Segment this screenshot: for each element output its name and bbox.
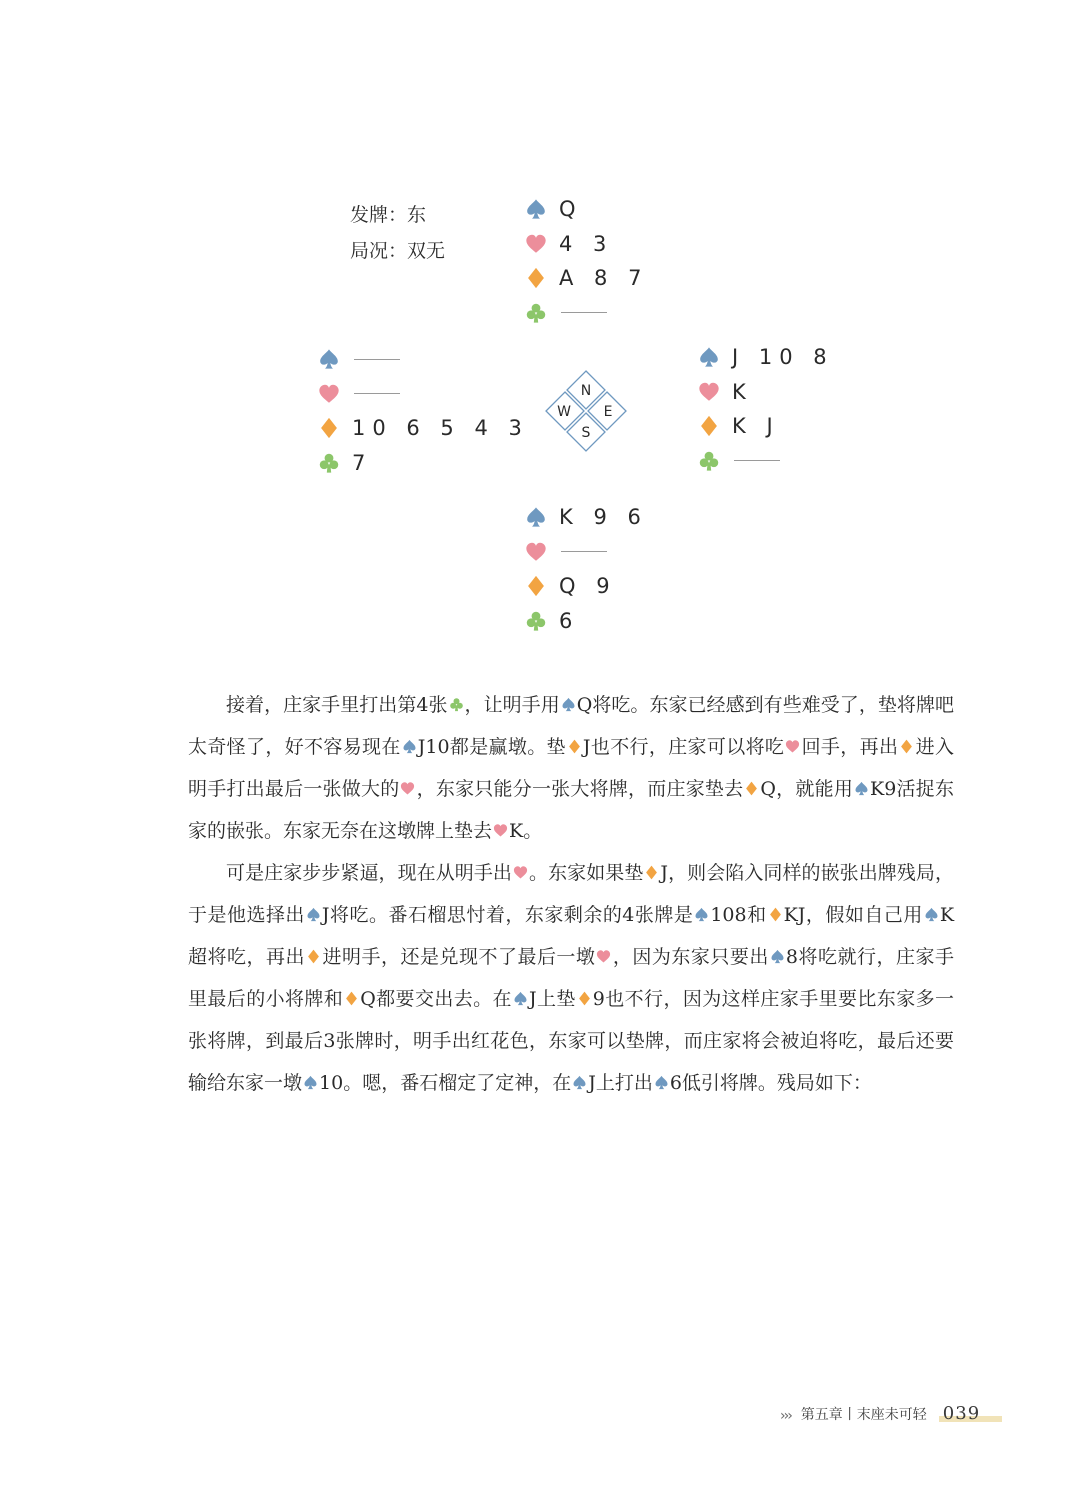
north-diamond-row — [525, 261, 648, 295]
text-run: Q将吃。东家已经感到有些难受了，垫将牌吧太奇怪了，好不容易现在 — [188, 694, 954, 758]
text-run: 接着，庄家手里打出第4张 — [226, 694, 448, 716]
dealer-label: 发牌：东 — [350, 204, 427, 226]
spade-icon — [572, 1075, 587, 1090]
north-heart-cards: 4 3 — [559, 231, 614, 256]
spade-icon — [698, 346, 720, 368]
text-run: J，则会陷入同样的嵌张出牌残局，于是他选择出 — [188, 862, 954, 926]
east-heart-cards: K — [732, 379, 753, 404]
south-spade-cards: K 9 6 — [559, 505, 648, 529]
text-run: J将吃。番石榴思忖着，东家剩余的4张牌是 — [321, 904, 694, 926]
club-icon — [525, 610, 547, 632]
chapter-title: 第五章丨末座未可轻 — [800, 1407, 927, 1423]
text-run: 6低引将牌。残局如下： — [669, 1072, 872, 1094]
heart-icon — [493, 823, 508, 838]
compass-diagram — [539, 366, 633, 460]
narrative-text — [188, 684, 954, 1104]
text-run: K9活捉东家的嵌张。东家无奈在这墩牌上垫去 — [188, 778, 954, 842]
diamond-icon — [344, 991, 359, 1006]
void-dash — [561, 312, 607, 313]
text-run: ，东家只能分一张大将牌，而庄家垫去 — [416, 778, 744, 800]
west-club-cards: 7 — [352, 450, 373, 475]
east-club-row — [698, 444, 780, 478]
paragraph-2 — [188, 852, 954, 1104]
heart-icon — [698, 381, 720, 403]
diamond-icon — [318, 417, 340, 439]
text-run: KJ，假如自己用 — [783, 904, 923, 926]
spade-icon — [402, 739, 417, 754]
compass-south: S — [581, 425, 591, 441]
spade-icon — [303, 1075, 318, 1090]
diamond-icon — [577, 991, 592, 1006]
compass-north: N — [580, 383, 592, 399]
text-run: 10。嗯，番石榴定了定神，在 — [319, 1072, 572, 1094]
west-diamond-row — [318, 411, 529, 445]
diamond-icon — [644, 865, 659, 880]
spade-icon — [513, 991, 528, 1006]
east-diamond-row — [698, 409, 780, 443]
void-dash — [561, 551, 607, 552]
text-run: J10都是赢墩。垫 — [417, 736, 566, 758]
east-spade-cards: J 10 8 — [732, 345, 834, 369]
spade-icon — [306, 907, 321, 922]
heart-icon — [525, 541, 547, 563]
page-number: 039 — [942, 1403, 981, 1424]
text-run: J上打出 — [588, 1072, 653, 1094]
heart-icon — [318, 383, 340, 405]
text-run: K超将吃，再出 — [188, 904, 955, 968]
north-club-row — [525, 296, 607, 330]
west-spade-row — [318, 342, 400, 376]
void-dash — [354, 393, 400, 394]
text-run: 可是庄家步步紧逼，现在从明手出 — [226, 862, 512, 884]
void-dash — [354, 359, 400, 360]
south-spade-row — [525, 500, 648, 534]
east-heart-row — [698, 375, 753, 409]
south-club-cards: 6 — [559, 608, 580, 633]
diamond-icon — [567, 739, 582, 754]
spade-icon — [770, 949, 785, 964]
west-club-row — [318, 446, 372, 480]
west-heart-row — [318, 377, 400, 411]
east-spade-row — [698, 340, 834, 374]
diamond-icon — [899, 739, 914, 754]
spade-icon — [525, 198, 547, 220]
diamond-icon — [306, 949, 321, 964]
north-spade-cards: Q — [559, 197, 583, 221]
club-icon — [449, 697, 464, 712]
page-number-block — [943, 1403, 980, 1424]
text-run: K。 — [509, 820, 543, 842]
north-spade-row — [525, 192, 583, 226]
north-diamond-cards: A 8 7 — [559, 266, 649, 290]
spade-icon — [561, 697, 576, 712]
text-run: 进入明手打出最后一张做大的 — [188, 736, 954, 800]
heart-icon — [785, 739, 800, 754]
text-run: 回手，再出 — [801, 736, 899, 758]
text-run: 8将吃就行，庄家手里最后的小将牌和 — [188, 946, 954, 1010]
diamond-icon — [698, 415, 720, 437]
heart-icon — [596, 949, 611, 964]
text-run: ，让明手用 — [464, 694, 560, 716]
text-run: 9也不行，因为这样庄家手里要比东家多一张将牌，到最后3张牌时，明手出红花色，东家可以垫牌，而庄家将会被迫将吃，最后还要输给东家一墩 — [188, 988, 955, 1094]
south-heart-row — [525, 535, 607, 569]
text-run: J上垫 — [528, 988, 576, 1010]
heart-icon — [400, 781, 415, 796]
vulnerability-label: 局况：双无 — [350, 240, 446, 262]
south-club-row — [525, 604, 579, 638]
spade-icon — [854, 781, 869, 796]
club-icon — [698, 450, 720, 472]
diamond-icon — [768, 907, 783, 922]
club-icon — [525, 302, 547, 324]
text-run: 进明手，还是兑现不了最后一墩 — [321, 946, 596, 968]
west-diamond-cards: 10 6 5 4 3 — [352, 416, 529, 440]
text-run: J也不行，庄家可以将吃 — [582, 736, 785, 758]
text-run: ，因为东家只要出 — [612, 946, 769, 968]
chevron-icon: ››› — [780, 1408, 791, 1424]
paragraph-1 — [188, 684, 954, 852]
south-diamond-cards: Q 9 — [559, 574, 617, 598]
club-icon — [318, 452, 340, 474]
spade-icon — [694, 907, 709, 922]
spade-icon — [654, 1075, 669, 1090]
text-run: Q都要交出去。在 — [360, 988, 512, 1010]
heart-icon — [525, 233, 547, 255]
compass-west: W — [557, 404, 571, 420]
diamond-icon — [744, 781, 759, 796]
north-heart-row — [525, 227, 613, 261]
east-diamond-cards: K J — [732, 414, 780, 438]
diamond-icon — [525, 267, 547, 289]
text-run: 。东家如果垫 — [528, 862, 644, 884]
compass-east: E — [603, 404, 613, 420]
void-dash — [734, 460, 780, 461]
page-footer — [780, 1403, 980, 1424]
diamond-icon — [525, 575, 547, 597]
spade-icon — [525, 506, 547, 528]
heart-icon — [513, 865, 528, 880]
spade-icon — [924, 907, 939, 922]
spade-icon — [318, 348, 340, 370]
text-run: Q，就能用 — [760, 778, 854, 800]
south-diamond-row — [525, 569, 617, 603]
text-run: 108和 — [710, 904, 767, 926]
